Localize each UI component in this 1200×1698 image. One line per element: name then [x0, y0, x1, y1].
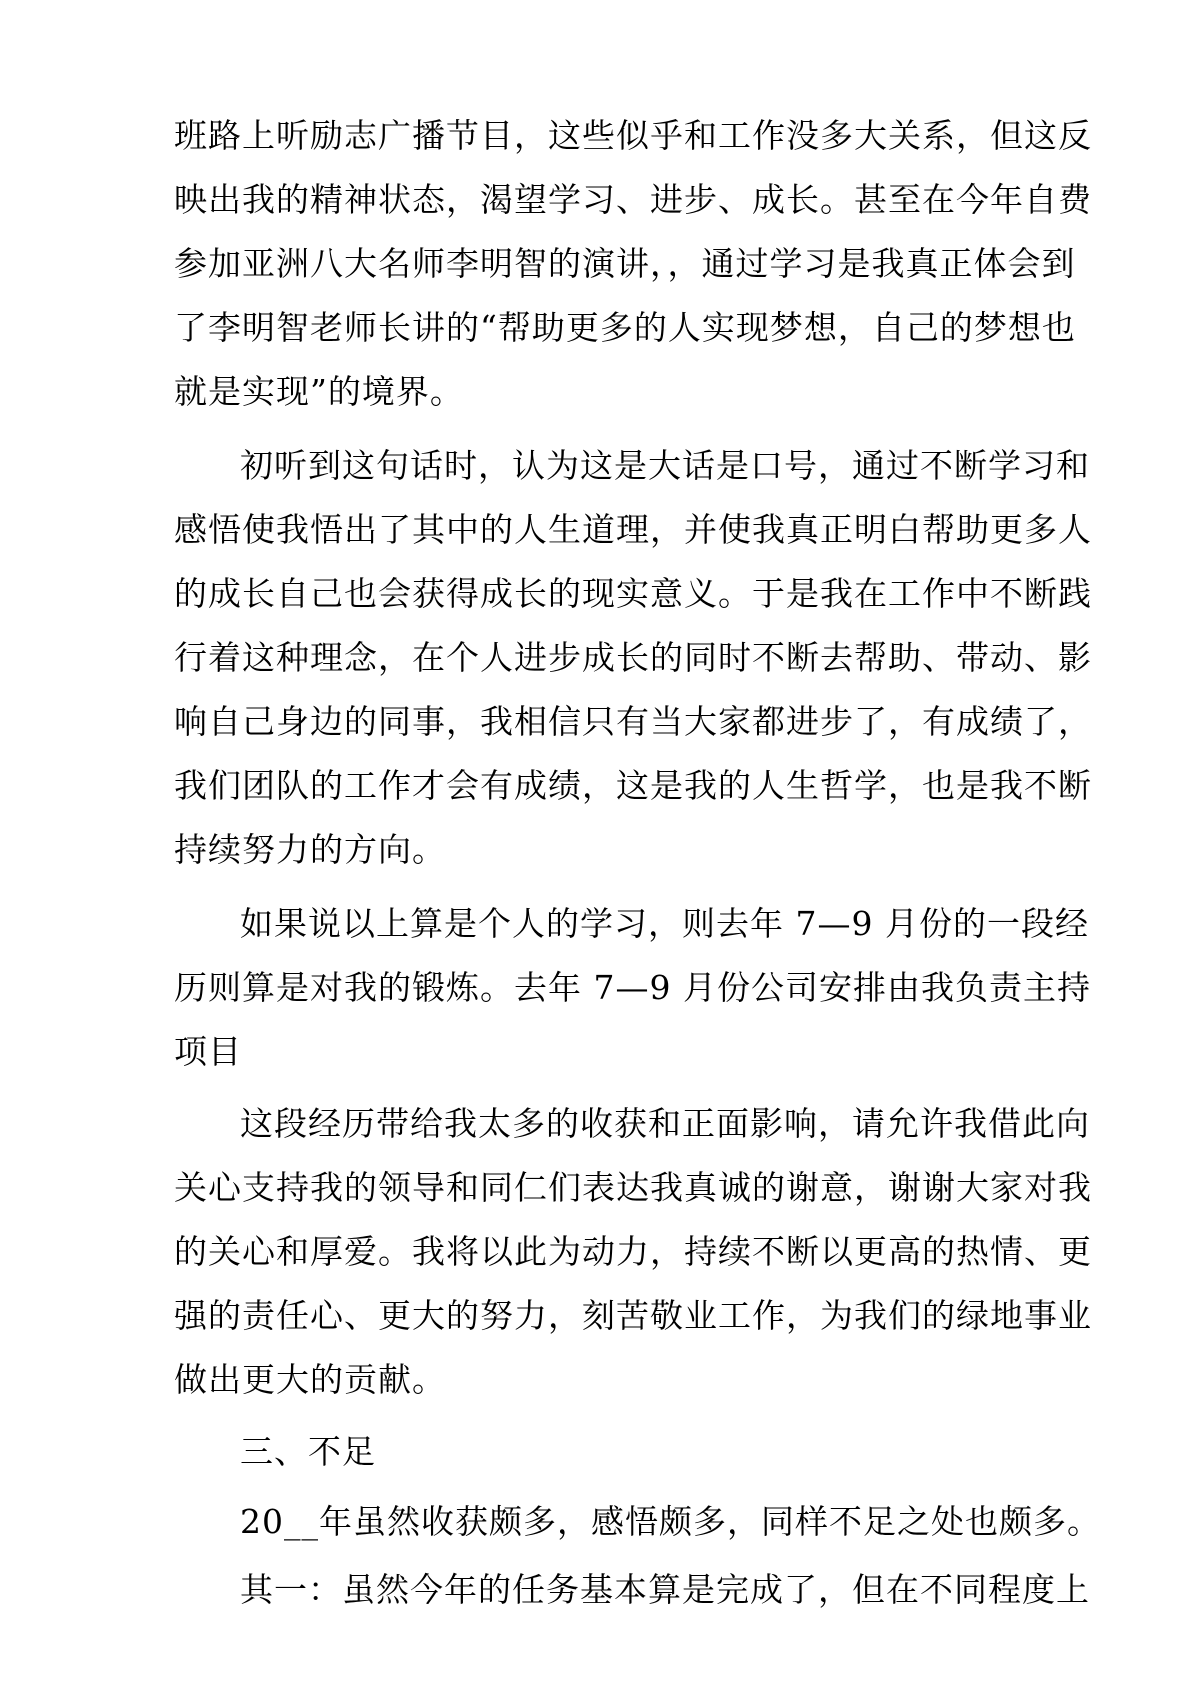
section-heading: 三、不足	[240, 1432, 376, 1471]
text-line: 参加亚洲八大名师李明智的演讲，，通过学习是我真正体会到	[174, 244, 1076, 283]
paragraph-first-line: 20__年虽然收获颇多，感悟颇多，同样不足之处也颇多。	[240, 1502, 1101, 1541]
text-line: 强的责任心、更大的努力，刻苦敬业工作，为我们的绿地事业	[174, 1296, 1092, 1335]
text-line: 行着这种理念，在个人进步成长的同时不断去帮助、带动、影	[174, 638, 1092, 677]
text-line: 历则算是对我的锻炼。去年 7—9 月份公司安排由我负责主持	[174, 968, 1091, 1007]
paragraph-first-line: 初听到这句话时，认为这是大话是口号，通过不断学习和	[240, 446, 1090, 485]
paragraph-first-line: 其一：虽然今年的任务基本算是完成了，但在不同程度上	[240, 1570, 1090, 1609]
text-line: 我们团队的工作才会有成绩，这是我的人生哲学，也是我不断	[174, 766, 1092, 805]
text-line: 就是实现”的境界。	[174, 372, 464, 411]
text-line: 映出我的精神状态，渴望学习、进步、成长。甚至在今年自费	[174, 180, 1092, 219]
text-line: 项目	[174, 1032, 242, 1071]
text-line: 的关心和厚爱。我将以此为动力，持续不断以更高的热情、更	[174, 1232, 1092, 1271]
text-line: 了李明智老师长讲的“帮助更多的人实现梦想，自己的梦想也	[174, 308, 1076, 347]
text-line: 持续努力的方向。	[174, 830, 446, 869]
text-line: 的成长自己也会获得成长的现实意义。于是我在工作中不断践	[174, 574, 1092, 613]
text-line: 关心支持我的领导和同仁们表达我真诚的谢意，谢谢大家对我	[174, 1168, 1092, 1207]
text-line: 感悟使我悟出了其中的人生道理，并使我真正明白帮助更多人	[174, 510, 1092, 549]
text-line: 做出更大的贡献。	[174, 1360, 446, 1399]
paragraph-first-line: 如果说以上算是个人的学习，则去年 7—9 月份的一段经	[240, 904, 1089, 943]
text-line: 响自己身边的同事，我相信只有当大家都进步了，有成绩了，	[174, 702, 1092, 741]
text-line: 班路上听励志广播节目，这些似乎和工作没多大关系，但这反	[174, 116, 1092, 155]
paragraph-first-line: 这段经历带给我太多的收获和正面影响，请允许我借此向	[240, 1104, 1090, 1143]
